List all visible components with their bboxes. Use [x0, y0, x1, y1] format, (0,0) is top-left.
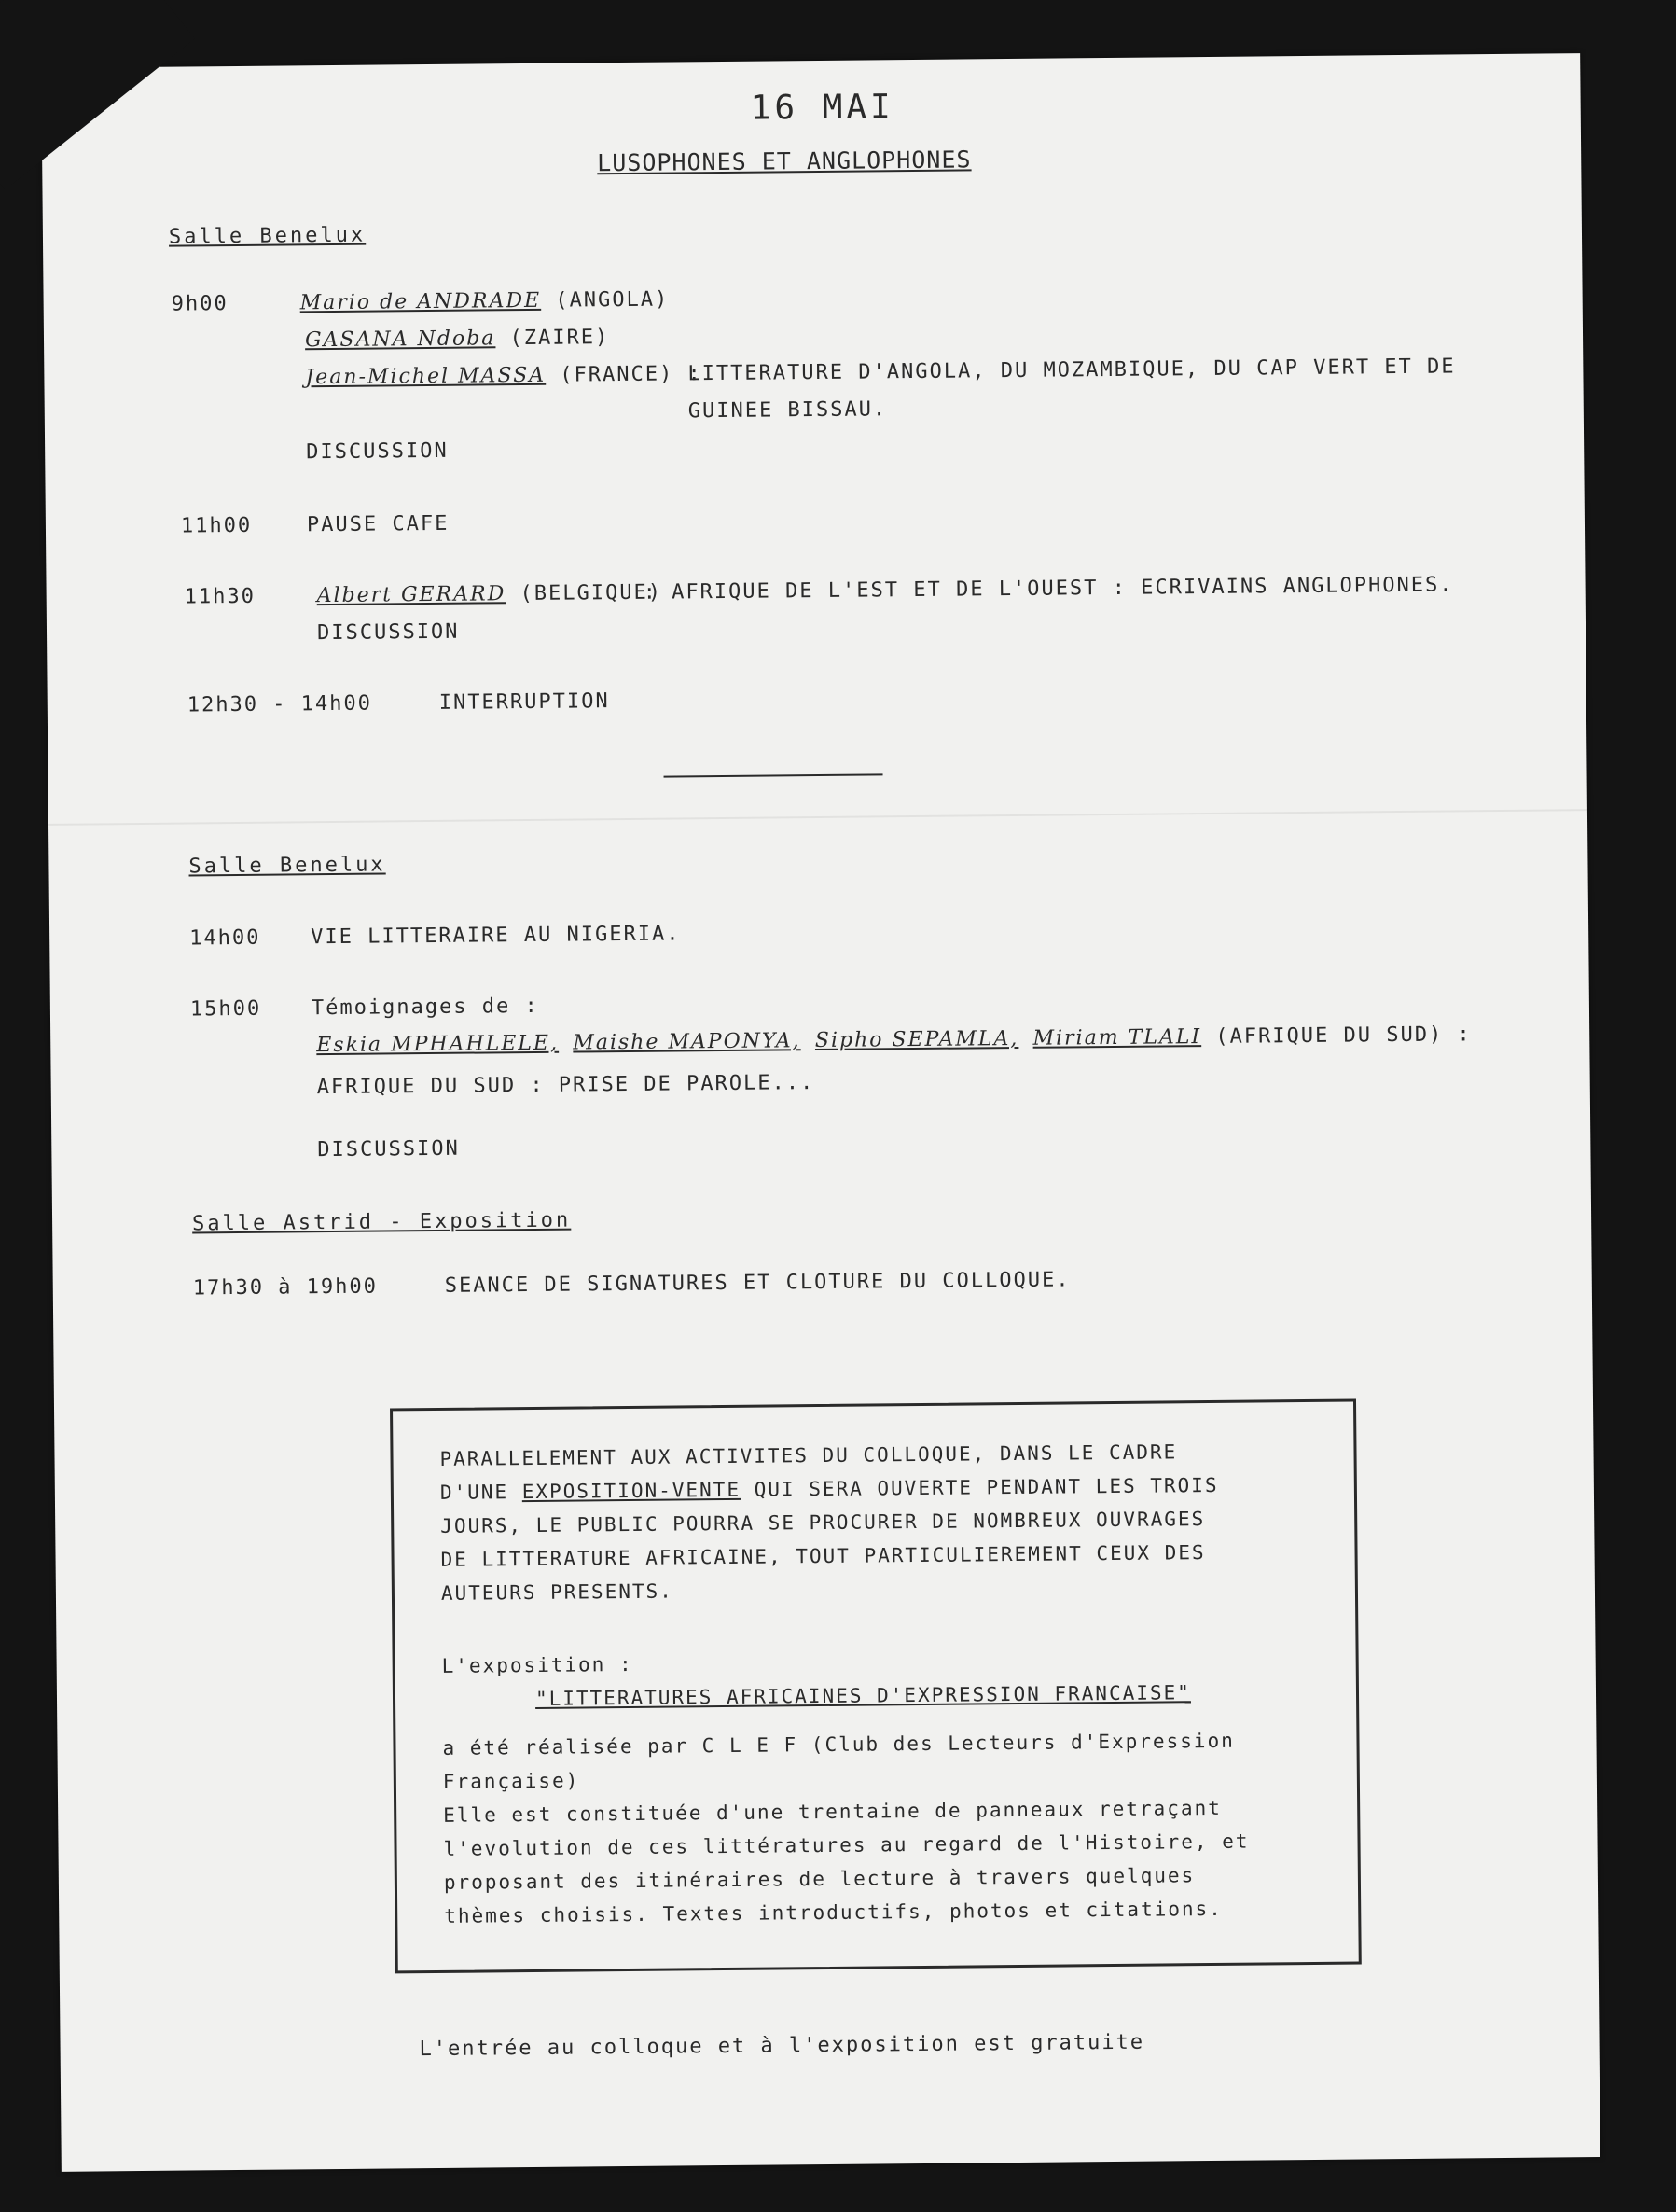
time-9h00: 9h00: [171, 292, 229, 316]
exposition-vente-text: EXPOSITION-VENTE: [521, 1478, 741, 1504]
notice-line: D'UNE EXPOSITION-VENTE QUI SERA OUVERTE PENDANT LES TROIS: [439, 1473, 1219, 1504]
notice-line: thèmes choisis. Textes introductifs, photos et citations.: [444, 1897, 1223, 1927]
time-17h30: 17h30 à 19h00: [192, 1274, 379, 1301]
speaker-name: Eskia MPHAHLELE,: [316, 1031, 560, 1058]
separator-rule: [664, 773, 883, 777]
topic-text: SEANCE DE SIGNATURES ET CLOTURE DU COLLOQUE.: [444, 1268, 1071, 1298]
speaker-country: (ZAIRE): [509, 326, 610, 351]
room-heading-benelux-1: Salle Benelux: [168, 223, 367, 249]
speaker-line: [300, 288, 670, 315]
speaker-line: [316, 1023, 1472, 1057]
speaker-name: Sipho SEPAMLA,: [814, 1026, 1019, 1053]
interruption-label: INTERRUPTION: [438, 689, 610, 715]
speaker-name: Jean-Michel MASSA: [305, 363, 547, 390]
notice-line: L'exposition :: [441, 1652, 633, 1677]
topic-text: VIE LITTERAIRE AU NIGERIA.: [311, 922, 681, 950]
temoignages-label: Témoignages de :: [311, 994, 539, 1021]
notice-line: a été réalisée par C L E F (Club des Lecteurs d'Expression: [442, 1729, 1235, 1760]
speaker-name: Miriam TLALI: [1032, 1025, 1202, 1050]
footer-note: L'entrée au colloque et à l'exposition est gratuite: [419, 2030, 1145, 2062]
room-heading-benelux-2: Salle Benelux: [188, 853, 386, 879]
notice-line: l'evolution de ces littératures au regard de l'Histoire, et: [443, 1829, 1250, 1860]
notice-line: Française): [442, 1769, 580, 1793]
speaker-name: Mario de ANDRADE: [299, 288, 542, 315]
page-subtitle: LUSOPHONES ET ANGLOPHONES: [597, 146, 972, 177]
notice-line: DE LITTERATURE AFRICAINE, TOUT PARTICULIEREMENT CEUX DES: [440, 1541, 1206, 1571]
speaker-name: GASANA Ndoba: [304, 327, 496, 353]
speaker-line: [305, 326, 610, 352]
discussion-label: DISCUSSION: [316, 619, 460, 646]
room-heading-astrid: Salle Astrid - Exposition: [191, 1208, 572, 1236]
pause-label: PAUSE CAFE: [306, 511, 450, 537]
page-title: 16 MAI: [750, 88, 894, 128]
exhibition-notice-box: [390, 1399, 1362, 1974]
speaker-line: [317, 581, 663, 608]
notice-line: proposant des itinéraires de lecture à travers quelques: [443, 1864, 1196, 1894]
time-15h00: 15h00: [189, 996, 262, 1022]
topic-text: : AFRIQUE DE L'EST ET DE L'OUEST : ECRIVAINS ANGLOPHONES.: [643, 573, 1454, 605]
topic-text: LITTERATURE D'ANGOLA, DU MOZAMBIQUE, DU CAP VERT ET DE: [687, 355, 1456, 386]
topic-text: GUINEE BISSAU.: [687, 397, 888, 424]
time-11h30: 11h30: [184, 584, 256, 609]
speaker-name: Albert GERARD: [316, 582, 506, 608]
speaker-country: (AFRIQUE DU SUD) :: [1215, 1023, 1472, 1049]
document-page: [41, 53, 1600, 2172]
speaker-country: (FRANCE) :: [560, 362, 702, 387]
speaker-name: Maishe MAPONYA,: [573, 1029, 801, 1055]
speaker-country: (ANGOLA): [555, 287, 670, 313]
topic-text: AFRIQUE DU SUD : PRISE DE PAROLE...: [316, 1071, 815, 1100]
discussion-label: DISCUSSION: [306, 438, 449, 465]
notice-line: Elle est constituée d'une trentaine de panneaux retraçant: [443, 1796, 1222, 1827]
notice-line: JOURS, LE PUBLIC POURRA SE PROCURER DE NOMBREUX OUVRAGES: [440, 1508, 1206, 1537]
discussion-label: DISCUSSION: [317, 1136, 460, 1162]
time-12h30: 12h30 - 14h00: [187, 691, 373, 717]
time-14h00: 14h00: [189, 925, 261, 951]
exhibition-title: "LITTERATURES AFRICAINES D'EXPRESSION FRANCAISE": [534, 1681, 1191, 1710]
page-fold: [48, 809, 1587, 826]
speaker-line: [305, 362, 702, 389]
time-11h00: 11h00: [180, 513, 253, 538]
notice-line: PARALLELEMENT AUX ACTIVITES DU COLLOQUE, DANS LE CADRE: [439, 1440, 1178, 1470]
speaker-country: (BELGIQUE): [519, 580, 663, 606]
notice-line: AUTEURS PRESENTS.: [440, 1579, 673, 1605]
